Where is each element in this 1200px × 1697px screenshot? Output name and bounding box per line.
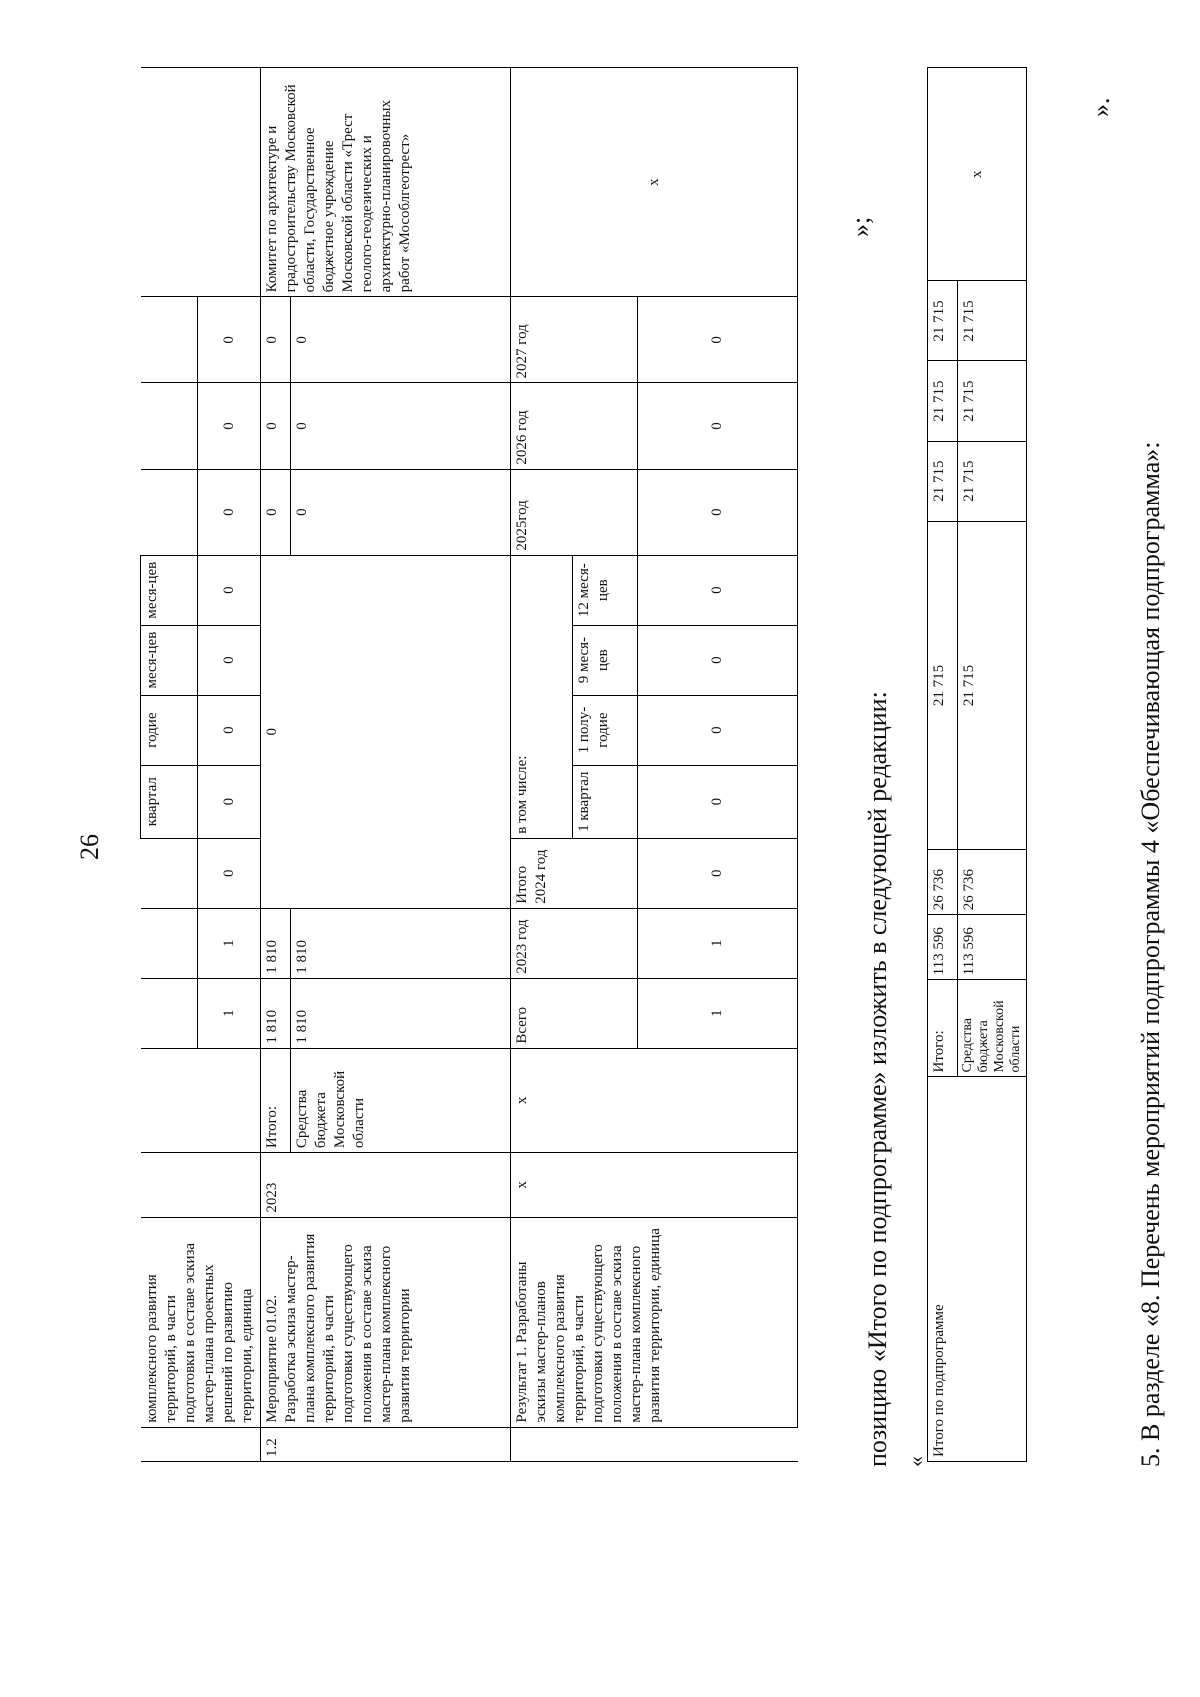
value-cell: 21 715 [958, 521, 1027, 849]
table-cell [141, 1153, 261, 1218]
header-12m: 12 меся-цев [573, 555, 638, 625]
table-cell [141, 908, 198, 978]
period-header: квартал [141, 765, 198, 838]
page-number: 26 [75, 834, 104, 860]
header-9m: 9 меся-цев [573, 625, 638, 695]
section-paragraph: 5. В разделе «8. Перечень мероприятий подпрограммы 4 «Обеспечивающая подпрограмма»: [1136, 441, 1165, 1467]
value-cell: 1 810 [261, 908, 291, 978]
value-cell: 0 [261, 469, 291, 555]
x-cell: х [511, 68, 798, 297]
result-description: Результат 1. Разработаны эскизы мастер-планов комплексного развития территорий, в части подготовки существующего положения в составе эскиза мастер-плана комплексного развития территории, единица [511, 1217, 798, 1427]
value-cell: 0 [261, 297, 291, 383]
value-cell: 1 810 [261, 978, 291, 1048]
instruction-paragraph: позицию «Итого по подпрограмме» изложить в следующей редакции: [863, 691, 892, 1467]
header-2026: 2026 год [511, 383, 638, 469]
subprogram-total-label: Итого по подпрограмме [928, 1077, 1027, 1462]
table-cell [141, 1048, 261, 1152]
x-cell: х [511, 1153, 798, 1218]
closing-quote: ». [1086, 97, 1115, 117]
header-q1: 1 квартал [573, 765, 638, 838]
value-cell: 21 715 [928, 441, 958, 521]
header-total: Всего [511, 978, 638, 1048]
value-cell: 0 [638, 838, 798, 908]
x-cell: х [511, 1048, 798, 1152]
value-cell: 0 [638, 469, 798, 555]
total-label: Итого: [261, 1048, 291, 1152]
header-h1: 1 полу-годие [573, 695, 638, 765]
value-cell: 21 715 [958, 441, 1027, 521]
table-cell [141, 1427, 261, 1461]
table-cell [511, 1427, 798, 1461]
value-cell: 0 [198, 695, 261, 765]
value-cell: 0 [198, 765, 261, 838]
value-cell: 0 [198, 469, 261, 555]
value-cell: 0 [198, 625, 261, 695]
source-label: Средства бюджета Московской области [958, 980, 1027, 1077]
value-cell: 1 [638, 908, 798, 978]
value-cell: 21 715 [958, 361, 1027, 441]
value-cell: 1 [638, 978, 798, 1048]
table-cell [141, 383, 198, 469]
value-cell: 26 736 [928, 850, 958, 915]
value-cell: 0 [291, 297, 511, 383]
value-cell: 0 [638, 765, 798, 838]
value-cell: 0 [291, 469, 511, 555]
value-cell: 1 [198, 978, 261, 1048]
value-cell: 1 810 [291, 978, 511, 1048]
period-header: меся-цев [141, 555, 198, 625]
value-cell: 0 [261, 383, 291, 469]
row-number: 1.2 [261, 1427, 511, 1461]
executor-cell: Комитет по архитектуре и градостроительству Московской области, Государственное бюджетное учреждение Московской области «Трест геолого-геодезических и архитектурно-планировочных работ «Мособлгеотрест» [261, 68, 511, 297]
value-cell: 0 [198, 555, 261, 625]
value-cell: 0 [198, 838, 261, 908]
table-cell [141, 297, 198, 383]
value-cell: 0 [198, 297, 261, 383]
table-cell [141, 978, 198, 1048]
value-cell: 0 [198, 383, 261, 469]
value-cell: 0 [638, 297, 798, 383]
value-cell: 0 [291, 383, 511, 469]
closing-quote: »; [846, 216, 875, 237]
value-cell: 0 [638, 695, 798, 765]
measures-table [140, 67, 798, 1462]
value-cell: 113 596 [958, 915, 1027, 980]
value-cell: 26 736 [958, 850, 1027, 915]
value-cell: 21 715 [928, 521, 958, 849]
year-cell: 2023 [261, 1153, 511, 1218]
value-cell: 1 [198, 908, 261, 978]
measure-description: Мероприятие 01.02. Разработка эскиза мастер-плана комплексного развития территорий, в части подготовки существующего положения в составе эскиза мастер-плана комплексного развития территории [261, 1217, 511, 1427]
value-cell: 0 [638, 383, 798, 469]
x-cell: х [928, 68, 1027, 281]
value-cell-merged: 0 [261, 555, 511, 908]
table-cell [141, 838, 198, 908]
value-cell: 0 [638, 625, 798, 695]
value-cell: 0 [638, 555, 798, 625]
opening-quote: « [903, 1456, 928, 1467]
table-cell [141, 68, 261, 297]
header-itogo-2024: Итого 2024 год [511, 838, 638, 908]
total-label: Итого: [928, 980, 958, 1077]
value-cell: 21 715 [958, 281, 1027, 361]
header-2023: 2023 год [511, 908, 638, 978]
source-label: Средства бюджета Московской области [291, 1048, 511, 1152]
result-description: комплексного развития территорий, в части подготовки в составе эскиза мастер-плана проектных решений по развитию территории, единица [141, 1217, 261, 1427]
header-incl: в том числе: [511, 555, 573, 838]
header-2027: 2027 год [511, 297, 638, 383]
value-cell: 21 715 [928, 361, 958, 441]
period-header: меся-цев [141, 625, 198, 695]
table-cell [141, 469, 198, 555]
subprogram-total-table [927, 67, 1027, 1462]
value-cell: 113 596 [928, 915, 958, 980]
header-2025: 2025год [511, 469, 638, 555]
value-cell: 21 715 [928, 281, 958, 361]
value-cell: 1 810 [291, 908, 511, 978]
period-header: годие [141, 695, 198, 765]
